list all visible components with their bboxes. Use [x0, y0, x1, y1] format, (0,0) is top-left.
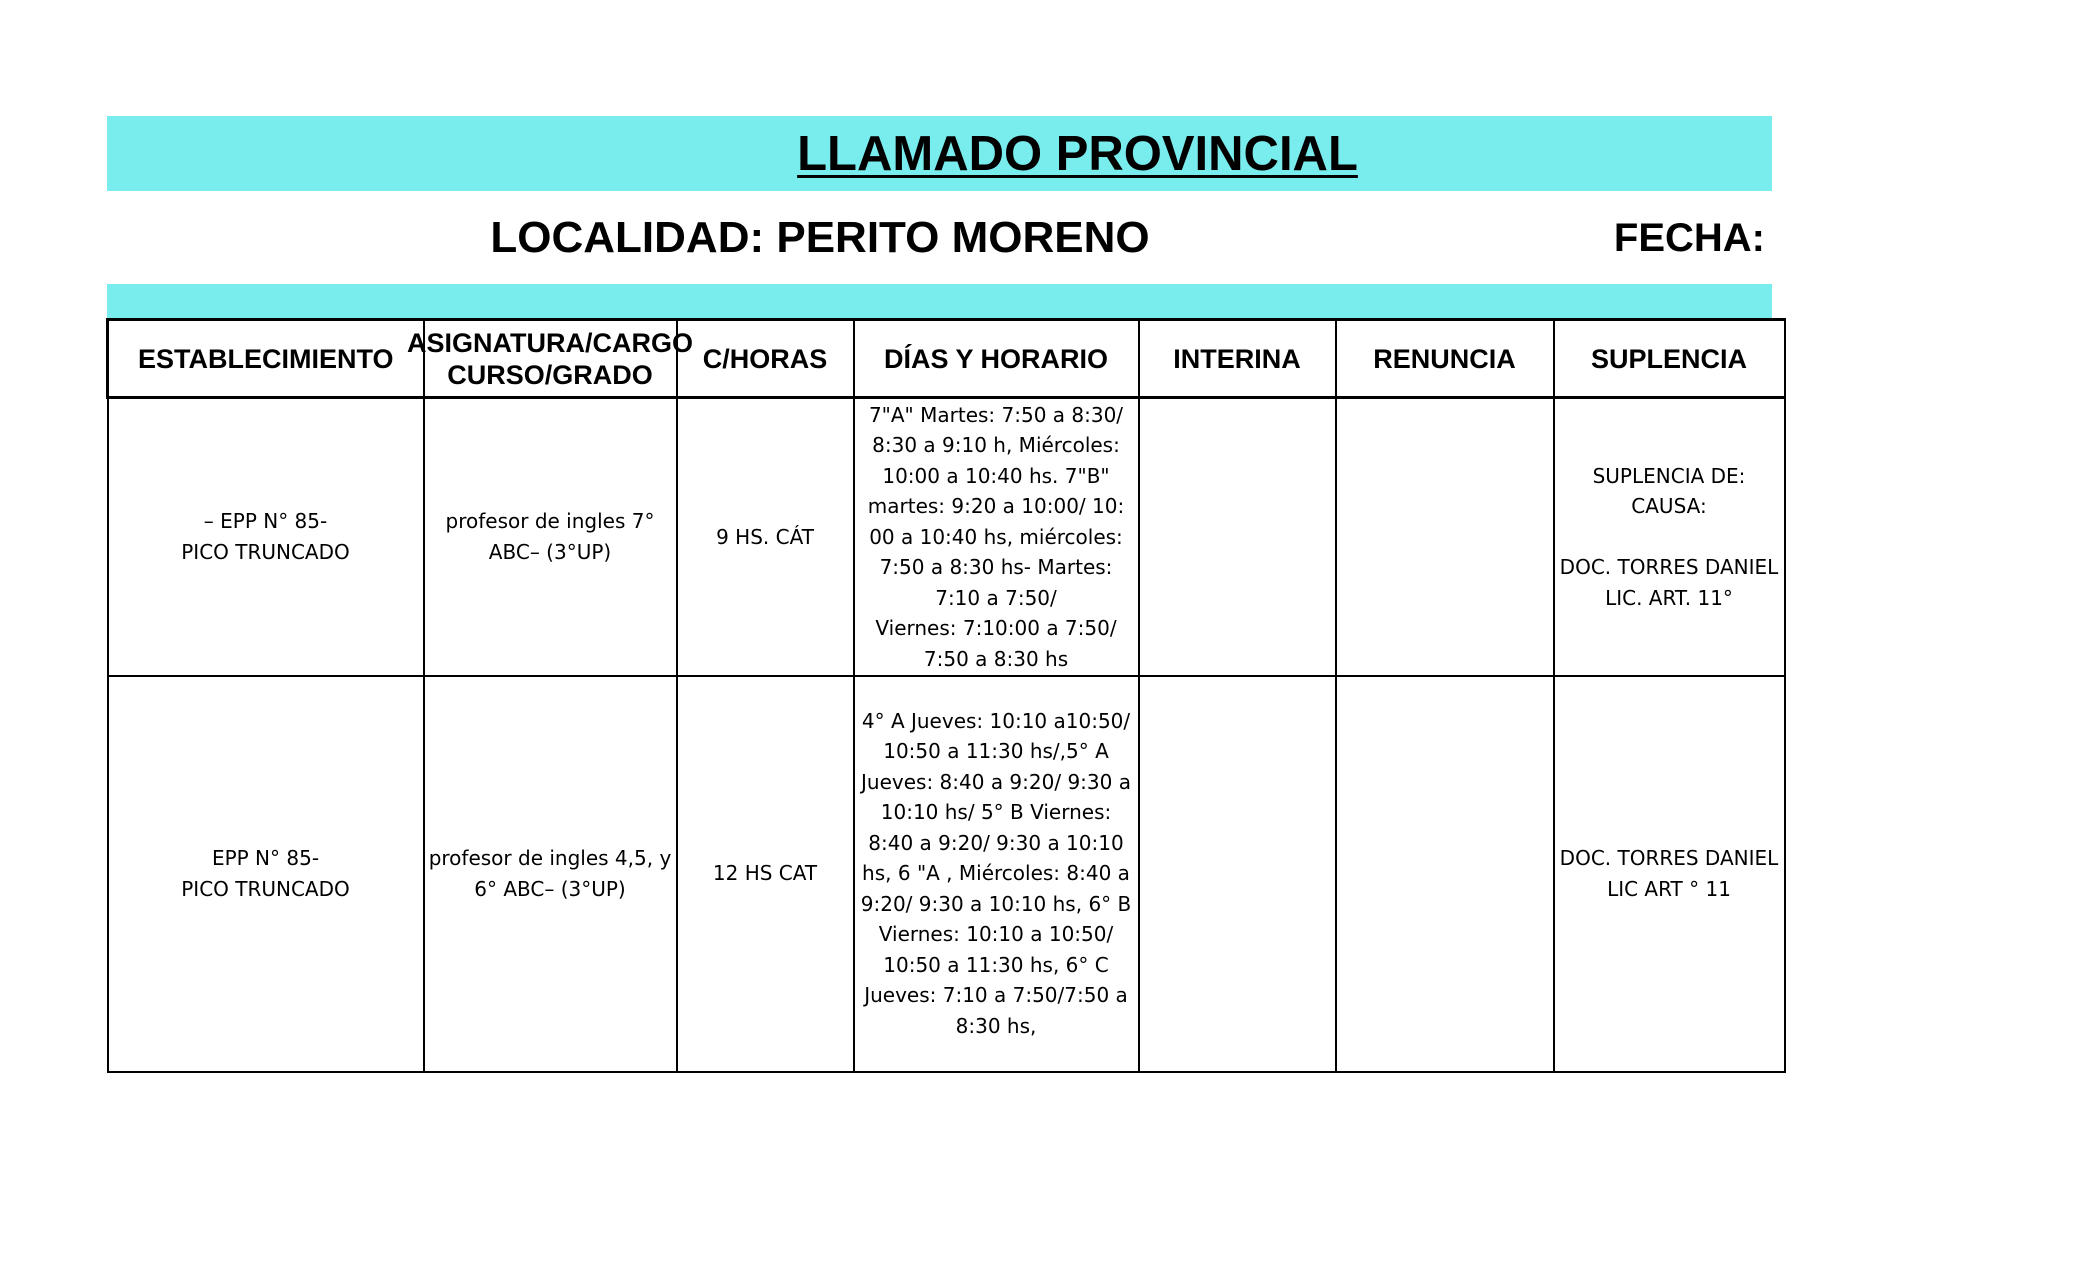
cell-establecimiento: EPP N° 85- PICO TRUNCADO [108, 676, 424, 1072]
cell-horas: 9 HS. CÁT [677, 398, 854, 676]
column-header-establecimiento: ESTABLECIMIENTO [108, 320, 424, 398]
vacancy-table [106, 318, 1786, 1073]
cell-renuncia [1336, 398, 1554, 676]
cell-suplencia: DOC. TORRES DANIEL LIC ART ° 11 [1554, 676, 1785, 1072]
cell-establecimiento: – EPP N° 85- PICO TRUNCADO [108, 398, 424, 676]
column-header-horario: DÍAS Y HORARIO [854, 320, 1139, 398]
cell-suplencia: SUPLENCIA DE: CAUSA: DOC. TORRES DANIEL LIC. ART. 11° [1554, 398, 1785, 676]
table-row [108, 676, 1785, 1072]
column-header-asignatura: ASIGNATURA/CARGO CURSO/GRADO [424, 320, 677, 398]
cell-asignatura: profesor de ingles 7° ABC– (3°UP) [424, 398, 677, 676]
page-title: LLAMADO PROVINCIAL [797, 126, 1358, 181]
cell-interina [1139, 676, 1336, 1072]
cell-renuncia [1336, 676, 1554, 1072]
cell-asignatura: profesor de ingles 4,5, y 6° ABC– (3°UP) [424, 676, 677, 1072]
cell-horario: 4° A Jueves: 10:10 a10:50/ 10:50 a 11:30 hs/,5° A Jueves: 8:40 a 9:20/ 9:30 a 10:10 hs/ 5° B Viernes: 8:40 a 9:20/ 9:30 a 10:10 hs, 6 "A , Miércoles: 8:40 a 9:20/ 9:30 a 10:10 hs, 6° B Viernes: 10:10 a 10:50/ 10:50 a 11:30 hs, 6° C Jueves: 7:10 a 7:50/7:50 a 8:30 hs, [854, 676, 1139, 1072]
localidad-label: LOCALIDAD: PERITO MORENO [490, 213, 1150, 262]
table-row [108, 398, 1785, 676]
table-header-row [108, 320, 1785, 398]
subheader-band [107, 284, 1772, 319]
cell-horario: 7"A" Martes: 7:50 a 8:30/ 8:30 a 9:10 h, Miércoles: 10:00 a 10:40 hs. 7"B" martes: 9:20 a 10:00/ 10: 00 a 10:40 hs, miércoles: 7:50 a 8:30 hs- Martes: 7:10 a 7:50/ Viernes: 7:10:00 a 7:50/ 7:50 a 8:30 hs [854, 398, 1139, 676]
cell-horas: 12 HS CAT [677, 676, 854, 1072]
column-header-interina: INTERINA [1139, 320, 1336, 398]
column-header-renuncia: RENUNCIA [1336, 320, 1554, 398]
column-header-suplencia: SUPLENCIA [1554, 320, 1785, 398]
cell-interina [1139, 398, 1336, 676]
fecha-label: FECHA: [1613, 215, 1765, 260]
column-header-horas: C/HORAS [677, 320, 854, 398]
